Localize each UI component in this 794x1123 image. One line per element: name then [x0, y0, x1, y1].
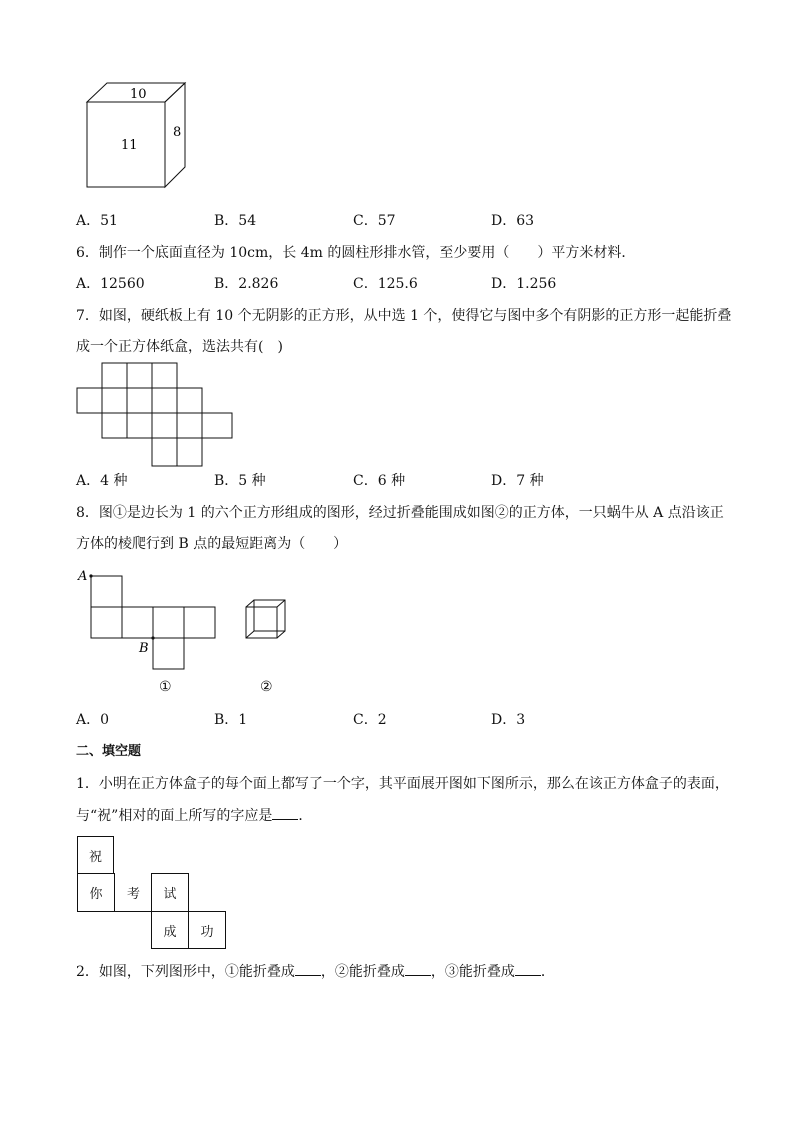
q7-option-d: D．7 种	[491, 473, 544, 489]
fill2-blank-2[interactable]	[405, 961, 431, 976]
cube-side-label: 8	[173, 125, 182, 140]
q8-cube-figure	[244, 598, 288, 640]
net-cell-gong: 功	[188, 911, 226, 949]
q8-option-b: B．1	[214, 712, 248, 728]
net-cell-cheng: 成	[151, 911, 189, 949]
fill2-text	[76, 961, 555, 982]
fill1-text-line1: 1．小明在正方体盒子的每个面上都写了一个字，其平面展开图如下图所示，那么在该正方体盒子的表面，	[76, 776, 729, 792]
net-cell-zhu: 祝	[77, 836, 114, 874]
q7-text-line1: 7．如图，硬纸板上有 10 个无阴影的正方形，从中选 1 个，使得它与图中多个有阴影的正方形一起能折叠	[76, 308, 732, 324]
q8-text-line1: 8．图①是边长为 1 的六个正方形组成的图形，经过折叠能围成如图②的正方体，一只蜗牛从 A 点沿该正	[76, 505, 724, 521]
q5-cube-figure	[84, 80, 194, 192]
q6-text: 6．制作一个底面直径为 10cm，长 4m 的圆柱形排水管，至少要用（ ）平方米材料．	[76, 245, 636, 261]
q6-option-c: C．125.6	[353, 276, 418, 292]
cube-front-label: 11	[121, 138, 138, 153]
q8-option-a: A．0	[76, 712, 110, 728]
q6-option-d: D．1.256	[491, 276, 557, 292]
q6-option-a: A．12560	[76, 276, 145, 292]
fill2-blank-1[interactable]	[295, 961, 321, 976]
q7-text-line2: 成一个正方体纸盒，选法共有( )	[76, 339, 283, 355]
q7-option-c: C．6 种	[353, 473, 406, 489]
section-2-title: 二、填空题	[76, 744, 142, 759]
q8-text-line2: 方体的棱爬行到 B 点的最短距离为（ ）	[76, 536, 348, 552]
net-cell-shi: 试	[151, 873, 189, 912]
q7-option-a: A．4 种	[76, 473, 128, 489]
point-b-label: B	[139, 641, 149, 656]
q5-option-a: A．51	[76, 213, 118, 229]
net-cell-kao: 考	[114, 873, 152, 912]
q7-option-b: B．5 种	[214, 473, 266, 489]
fill1-text-after: ．	[298, 808, 313, 824]
fill2-part3: ，③能折叠成	[430, 964, 515, 980]
q8-option-d: D．3	[491, 712, 526, 728]
cube-top-label: 10	[130, 87, 147, 102]
q8-caption-1: ①	[159, 679, 172, 695]
q8-option-c: C．2	[353, 712, 387, 728]
fill2-part1: 2．如图，下列图形中，①能折叠成	[76, 964, 295, 980]
q8-caption-2: ②	[260, 679, 273, 695]
fill2-part4: ．	[540, 964, 555, 980]
point-a-label: A	[78, 569, 88, 584]
q6-option-b: B．2.826	[214, 276, 279, 292]
fill1-answer-blank[interactable]	[272, 805, 298, 820]
fill2-blank-3[interactable]	[515, 961, 541, 976]
q5-option-c: C．57	[353, 213, 396, 229]
fill1-text-line2	[76, 805, 312, 826]
q8-net-figure	[76, 566, 222, 672]
q7-grid-figure	[76, 362, 234, 468]
fill1-text-before: 与“祝”相对的面上所写的字应是	[76, 808, 273, 824]
net-cell-ni: 你	[77, 873, 115, 912]
q5-option-b: B．54	[214, 213, 257, 229]
q5-option-d: D．63	[491, 213, 535, 229]
fill2-part2: ，②能折叠成	[320, 964, 405, 980]
